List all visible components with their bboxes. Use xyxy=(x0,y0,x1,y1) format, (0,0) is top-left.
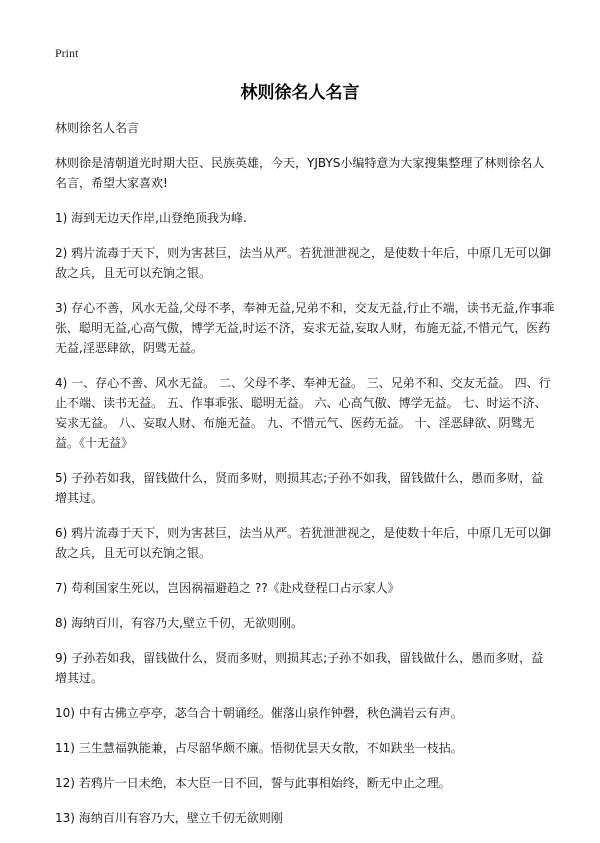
article-subtitle: 林则徐名人名言 xyxy=(55,121,140,135)
quote-item: 8) 海纳百川，有容乃大,壁立千仞，无欲则刚。 xyxy=(55,616,303,630)
quote-item: 5) 子孙若如我，留钱做什么，贤而多财，则损其志;子孙不如我，留钱做什么，愚而多财，益增其过。 xyxy=(55,471,544,505)
quote-item: 4) 一、存心不善、风水无益。 二、父母不孝、奉神无益。 三、兄弟不和、交友无益。 四、行止不端、读书无益。 五、作事乖张、聪明无益。 六、心高气傲、博学无益。 七、时运不济、妄求无益。 八、妄取人财、布施无益。 九、不惜元气、医药无益。 十、淫恶肆欲、阴骘无益。《十无益》 xyxy=(55,376,551,450)
quote-item: 6) 鸦片流毒于天下，则为害甚巨，法当从严。若犹泄泄视之，是使数十年后，中原几无可以御敌之兵，且无可以充饷之银。 xyxy=(55,526,552,560)
quote-item: 7) 苟利国家生死以，岂因祸福避趋之 ??《赴戍登程口占示家人》 xyxy=(55,581,400,595)
quote-item: 1) 海到无边天作岸,山登绝顶我为峰. xyxy=(55,211,247,225)
article-body xyxy=(55,118,555,843)
quote-item: 2) 鸦片流毒于天下，则为害甚巨，法当从严。若犹泄泄视之，是使数十年后，中原几无可以御敌之兵，且无可以充饷之银。 xyxy=(55,246,552,280)
quote-item: 3) 存心不善，风水无益,父母不孝，奉神无益,兄弟不和，交友无益,行止不端，读书无益,作事乖张，聪明无益,心高气傲，博学无益,时运不济，妄求无益,妄取人财，布施无益,不惜元气，医药无益,淫恶肆欲，阴骘无益。 xyxy=(55,301,555,355)
quote-item: 13) 海纳百川有容乃大，壁立千仞无欲则刚 xyxy=(55,811,283,825)
quote-item: 11) 三生慧福孰能兼，占尽韶华颇不廉。悟彻优昙天女散，不如趺坐一枝拈。 xyxy=(55,741,463,755)
quote-item: 9) 子孙若如我，留钱做什么，贤而多财，则损其志;子孙不如我，留钱做什么，愚而多财，益增其过。 xyxy=(55,651,544,685)
quote-item: 12) 若鸦片一日未绝，本大臣一日不回，誓与此事相始终，断无中止之理。 xyxy=(55,776,451,790)
page-title: 林则徐名人名言 xyxy=(240,83,360,103)
print-link[interactable]: Print xyxy=(55,46,79,60)
intro-paragraph: 林则徐是清朝道光时期大臣、民族英雄，今天，YJBYS小编特意为大家搜集整理了林则徐名人名言，希望大家喜欢! xyxy=(55,156,545,190)
quote-item: 10) 中有古佛立亭亭，苾刍合十朝诵经。催落山泉作钟磬，秋色满岩云有声。 xyxy=(55,706,463,720)
